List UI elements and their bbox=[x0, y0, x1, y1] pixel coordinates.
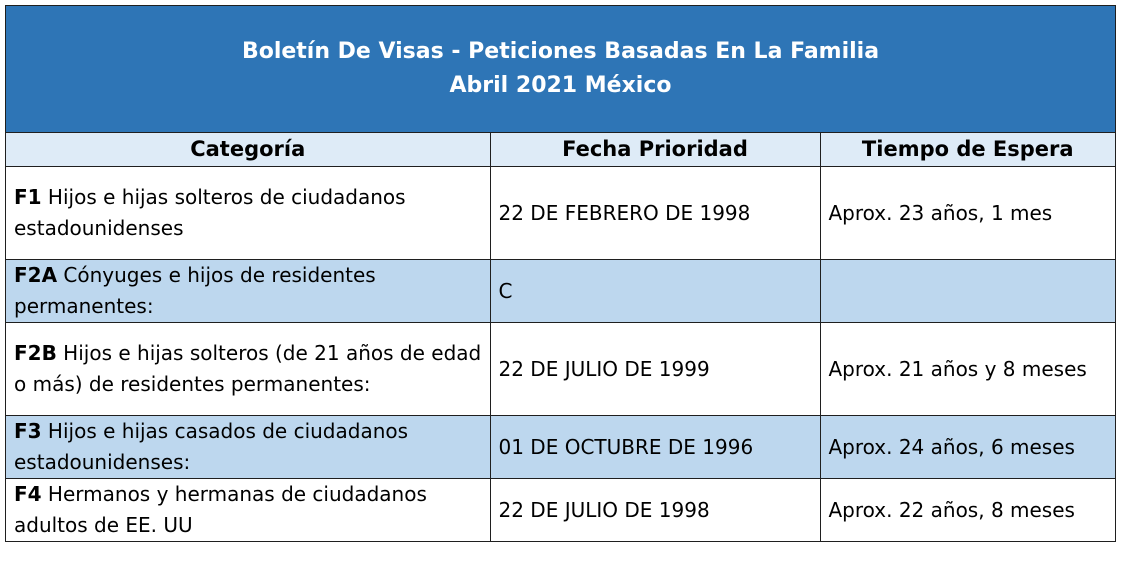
category-code: F1 bbox=[14, 185, 42, 209]
priority-date-cell: 01 DE OCTUBRE DE 1996 bbox=[490, 416, 820, 479]
category-cell bbox=[6, 416, 490, 479]
column-header-wait-time: Tiempo de Espera bbox=[820, 133, 1115, 167]
category-code: F2A bbox=[14, 263, 58, 287]
table-row-f2a bbox=[6, 260, 1115, 323]
table-row-f4 bbox=[6, 479, 1115, 542]
priority-date-cell: 22 DE FEBRERO DE 1998 bbox=[490, 167, 820, 260]
category-code: F2B bbox=[14, 341, 57, 365]
category-code: F3 bbox=[14, 419, 42, 443]
category-cell bbox=[6, 479, 490, 542]
category-description: Hijos e hijas solteros de ciudadanos estadounidenses bbox=[14, 185, 406, 240]
priority-date-cell: 22 DE JULIO DE 1999 bbox=[490, 323, 820, 416]
bulletin-title-bar bbox=[6, 6, 1115, 133]
category-description: Hijos e hijas casados de ciudadanos estadounidenses: bbox=[14, 419, 409, 474]
category-description: Cónyuges e hijos de residentes permanentes: bbox=[14, 263, 376, 318]
visa-bulletin-table bbox=[6, 133, 1115, 541]
bulletin-title: Boletín De Visas - Peticiones Basadas En La Familia bbox=[241, 39, 880, 64]
wait-time-cell: Aprox. 22 años, 8 meses bbox=[820, 479, 1115, 542]
priority-date-cell: 22 DE JULIO DE 1998 bbox=[490, 479, 820, 542]
category-description: Hermanos y hermanas de ciudadanos adultos de EE. UU bbox=[14, 482, 427, 537]
bulletin-subtitle: Abril 2021 México bbox=[449, 73, 672, 98]
table-row-f1 bbox=[6, 167, 1115, 260]
category-code: F4 bbox=[14, 482, 42, 506]
wait-time-cell: Aprox. 23 años, 1 mes bbox=[820, 167, 1115, 260]
wait-time-cell bbox=[820, 260, 1115, 323]
category-cell bbox=[6, 167, 490, 260]
column-header-category: Categoría bbox=[6, 133, 490, 167]
table-row-f3 bbox=[6, 416, 1115, 479]
table-header-row bbox=[6, 133, 1115, 167]
category-cell bbox=[6, 323, 490, 416]
category-cell bbox=[6, 260, 490, 323]
wait-time-cell: Aprox. 24 años, 6 meses bbox=[820, 416, 1115, 479]
visa-bulletin bbox=[5, 5, 1116, 542]
table-row-f2b bbox=[6, 323, 1115, 416]
priority-date-cell: C bbox=[490, 260, 820, 323]
column-header-priority-date: Fecha Prioridad bbox=[490, 133, 820, 167]
wait-time-cell: Aprox. 21 años y 8 meses bbox=[820, 323, 1115, 416]
category-description: Hijos e hijas solteros (de 21 años de edad o más) de residentes permanentes: bbox=[14, 341, 482, 396]
